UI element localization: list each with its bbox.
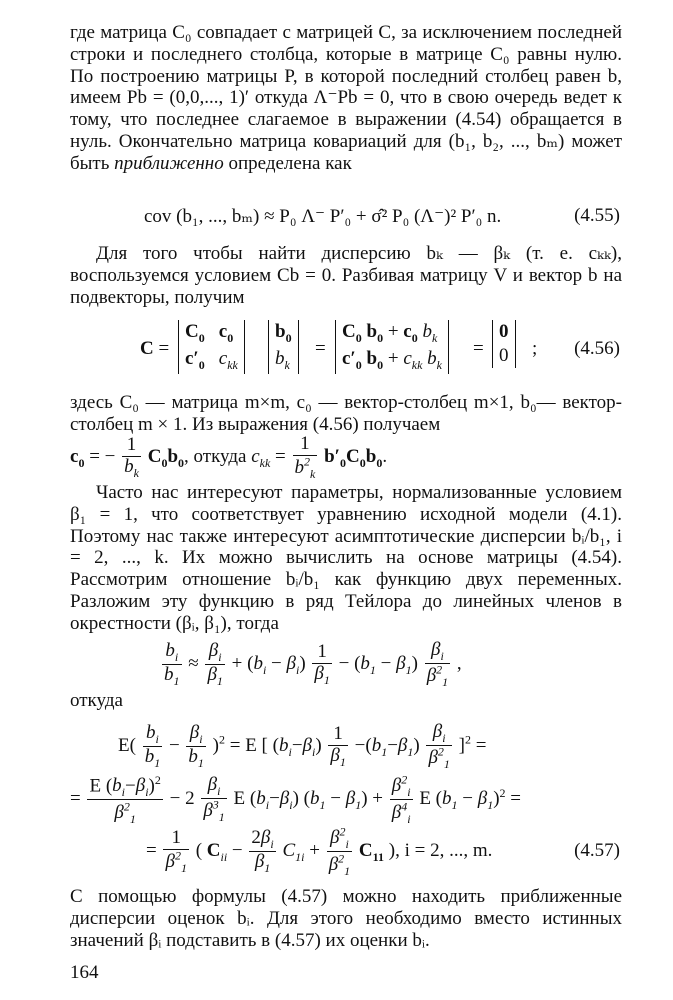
paragraph-2-text: Для того чтобы найти дисперсию bₖ — βₖ (т. е. cₖₖ), воспользуемся условием Cb = 0. Разбивая матрицу V и вектор b на подвекторы, получим	[70, 243, 622, 308]
paragraph-2	[70, 243, 622, 308]
variance-line-2: = $\frac{E (b_i-\beta_i)^2}{\beta^2_1}$ − 2 $\frac{\beta_i}{\beta^3_1}$ E $(b_i-\beta_i) (b_1 - \beta_1)$ + $\frac{\beta^2_i}{\beta^4_i}$ E $(b_1 - \beta_1)^2$ =	[70, 773, 521, 826]
equation-4-55	[144, 205, 620, 228]
paragraph-4-text: Часто нас интересуют параметры, нормализованные условием β₁ = 1, что соответствует уравнению исходной модели (4.1). Поэтому нас также интересуют асимптотические дисперсии bᵢ/b₁, i = 2, ..., k. Их можно вычислить на основе матрицы (4.54). Рассмотрим отношение bᵢ/b₁ как функцию двух переменных. Разложим эту функцию в ряд Тейлора до линейных членов в окрестности (βᵢ, β₁), тогда	[70, 482, 622, 634]
paragraph-1-end: определена как	[228, 152, 352, 174]
equation-4-57: = $\frac{1}{\beta^2_1}$ ( $C_{ii}$ − $\frac{2\beta_i}{\beta_1}$ $C_{1i}$ + $\frac{\beta^2_i}{\beta^2_1}$ $C_{11}$ ), i = 2, ..., m. (4.57)	[146, 825, 620, 878]
equation-number-4-55: (4.55)	[574, 205, 620, 226]
variance-line-1: E( $\frac{b_i}{b_1}$ − $\frac{\beta_i}{b_1}$ )$^2$ = E [ $(b_i-\beta_i)$ $\frac{1}{\beta_1}$ $-(b_1-\beta_1)$ $\frac{\beta_i}{\beta^2_1}$ ]$^2$ =	[118, 721, 487, 772]
equation-number-4-56: (4.56)	[574, 338, 620, 359]
paragraph-5	[70, 886, 622, 951]
paragraph-3	[70, 392, 622, 436]
paragraph-1-text: где матрица C₀ совпадает с матрицей C, за исключением последней строки и последнего столбца, которые в матрице C₀ равны нулю. По построению матрицы P, в которой последний столбец равен b, имеем Pb = (0,0,..., 1)′ откуда Λ⁻Pb = 0, что в свою очередь ведет к тому, что последнее слагаемое в выражении (4.54) обращается в нуль. Окончательно матрица ковариаций для (b₁, b₂, ..., bₘ) может быть	[70, 22, 622, 174]
equation-4-56: C = $C_0$ $c_0$ $c'_0$ $c_{kk}$ $b_0$ $b_k$ = $C_0$ $b_0 + c_0$ $b_k$ $c'_0$ $b_0 + c_{kk}$ $b_k$ = 0 0 ; (4.56)	[140, 321, 620, 372]
vector-b-blocks: $b_0$ $b_k$	[268, 320, 299, 374]
equation-4-57-tail: , i = 2, ..., m.	[395, 840, 493, 862]
zero-vector: 0 0	[492, 320, 516, 368]
paragraph-5-text: С помощью формулы (4.57) можно находить приближенные дисперсии оценок bᵢ. Для этого необходимо вместо истинных значений βᵢ подставить в (4.57) их оценки bᵢ.	[70, 886, 622, 951]
equation-number-4-57: (4.57)	[574, 840, 620, 861]
taylor-expansion: $\frac{b_i}{b_1}$ ≈ $\frac{\beta_i}{\beta_1}$ + $(b_i - \beta_i)$ $\frac{1}{\beta_1}$ − $(b_1 - \beta_1)$ $\frac{\beta_i}{\beta^2_1}$ ,	[164, 639, 462, 690]
equation-4-55-body: cov (b₁, ..., bₘ) ≈ P₀ Λ⁻ P′₀ + σ̂² P₀ (Λ⁻)² P′₀ n.	[144, 206, 502, 227]
inline-otkuda: , откуда	[184, 445, 247, 467]
inline-formulas-c0-ckk: $c_0$ = − $\frac{1}{b_k}$ $C_0b_0$, откуда $c_{kk}$ = $\frac{1}{b^2_k}$ $b'_0C_0b_0$.	[70, 433, 388, 482]
emphasis-approx: приближенно	[114, 152, 224, 174]
paragraph-3-text: здесь C₀ — матрица m×m, c₀ — вектор-столбец m×1, b₀— вектор-столбец m × 1. Из выражения (4.56) получаем	[70, 392, 622, 435]
paragraph-1	[70, 22, 622, 175]
page-number: 164	[70, 962, 99, 983]
product-blocks: $C_0$ $b_0 + c_0$ $b_k$ $c'_0$ $b_0 + c_{kk}$ $b_k$	[335, 320, 449, 374]
paragraph-4	[70, 482, 622, 635]
otkuda-text: откуда	[70, 690, 123, 711]
otkuda-line	[70, 690, 622, 712]
matrix-c-blocks: $C_0$ $c_0$ $c'_0$ $c_{kk}$	[178, 320, 245, 374]
